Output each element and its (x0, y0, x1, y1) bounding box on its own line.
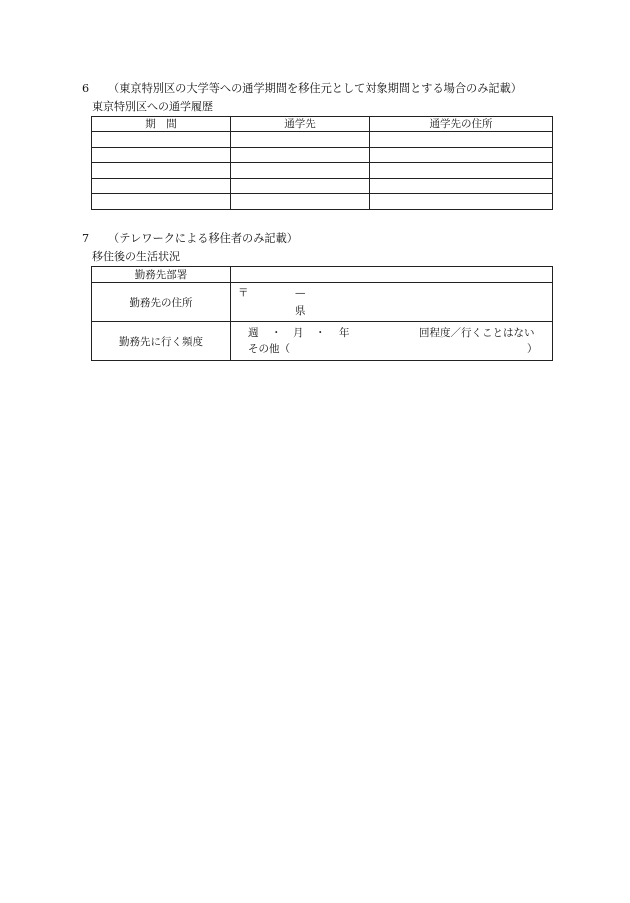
table-row (92, 132, 553, 148)
prefecture-label: 県 (295, 305, 306, 317)
section-6-subtitle: 東京特別区への通学履歴 (92, 100, 213, 113)
dept-row (92, 267, 553, 283)
frequency-row (92, 322, 553, 361)
section-7-number: 7 (82, 232, 90, 245)
school-cell[interactable] (231, 132, 370, 148)
freq-separator: ・ (315, 327, 326, 339)
freq-year-option[interactable]: 年 (339, 327, 350, 339)
living-status-table (91, 266, 553, 361)
column-header-school: 通学先 (231, 117, 370, 132)
column-header-school-address: 通学先の住所 (370, 117, 553, 132)
section-7-title: （テレワークによる移住者のみ記載） (108, 232, 298, 245)
school-address-cell[interactable] (370, 132, 553, 148)
frequency-value-cell (231, 322, 553, 361)
period-cell[interactable] (92, 194, 231, 210)
school-address-cell[interactable] (370, 147, 553, 163)
table-row (92, 147, 553, 163)
school-cell[interactable] (231, 194, 370, 210)
section-6-heading (82, 82, 522, 96)
other-close: ） (527, 343, 538, 355)
postal-dash: — (295, 287, 306, 299)
freq-suffix: 回程度／行くことはない (419, 327, 535, 339)
school-cell[interactable] (231, 178, 370, 194)
period-cell[interactable] (92, 163, 231, 179)
other-label: その他（ (248, 343, 290, 355)
section-6-title: （東京特別区の大学等への通学期間を移住元として対象期間とする場合のみ記載） (108, 82, 522, 95)
section-7-subtitle: 移住後の生活状況 (92, 250, 180, 263)
dept-value-cell[interactable] (231, 267, 553, 283)
school-address-cell[interactable] (370, 194, 553, 210)
address-label: 勤務先の住所 (92, 283, 231, 322)
freq-separator: ・ (271, 327, 282, 339)
school-address-cell[interactable] (370, 178, 553, 194)
school-history-table (91, 116, 553, 210)
freq-month-option[interactable]: 月 (293, 327, 304, 339)
school-address-cell[interactable] (370, 163, 553, 179)
table-row (92, 163, 553, 179)
table-row (92, 178, 553, 194)
frequency-label: 勤務先に行く頻度 (92, 322, 231, 361)
table-header-row (92, 117, 553, 132)
section-7-heading (82, 232, 298, 246)
dept-label: 勤務先部署 (92, 267, 231, 283)
period-cell[interactable] (92, 147, 231, 163)
freq-week-option[interactable]: 週 (248, 327, 259, 339)
postal-mark: 〒 (238, 287, 249, 299)
section-6-number: 6 (82, 82, 90, 95)
period-cell[interactable] (92, 132, 231, 148)
period-cell[interactable] (92, 178, 231, 194)
school-cell[interactable] (231, 147, 370, 163)
table-row (92, 194, 553, 210)
school-cell[interactable] (231, 163, 370, 179)
column-header-period: 期 間 (92, 117, 231, 132)
address-row (92, 283, 553, 322)
address-value-cell[interactable] (231, 283, 553, 322)
